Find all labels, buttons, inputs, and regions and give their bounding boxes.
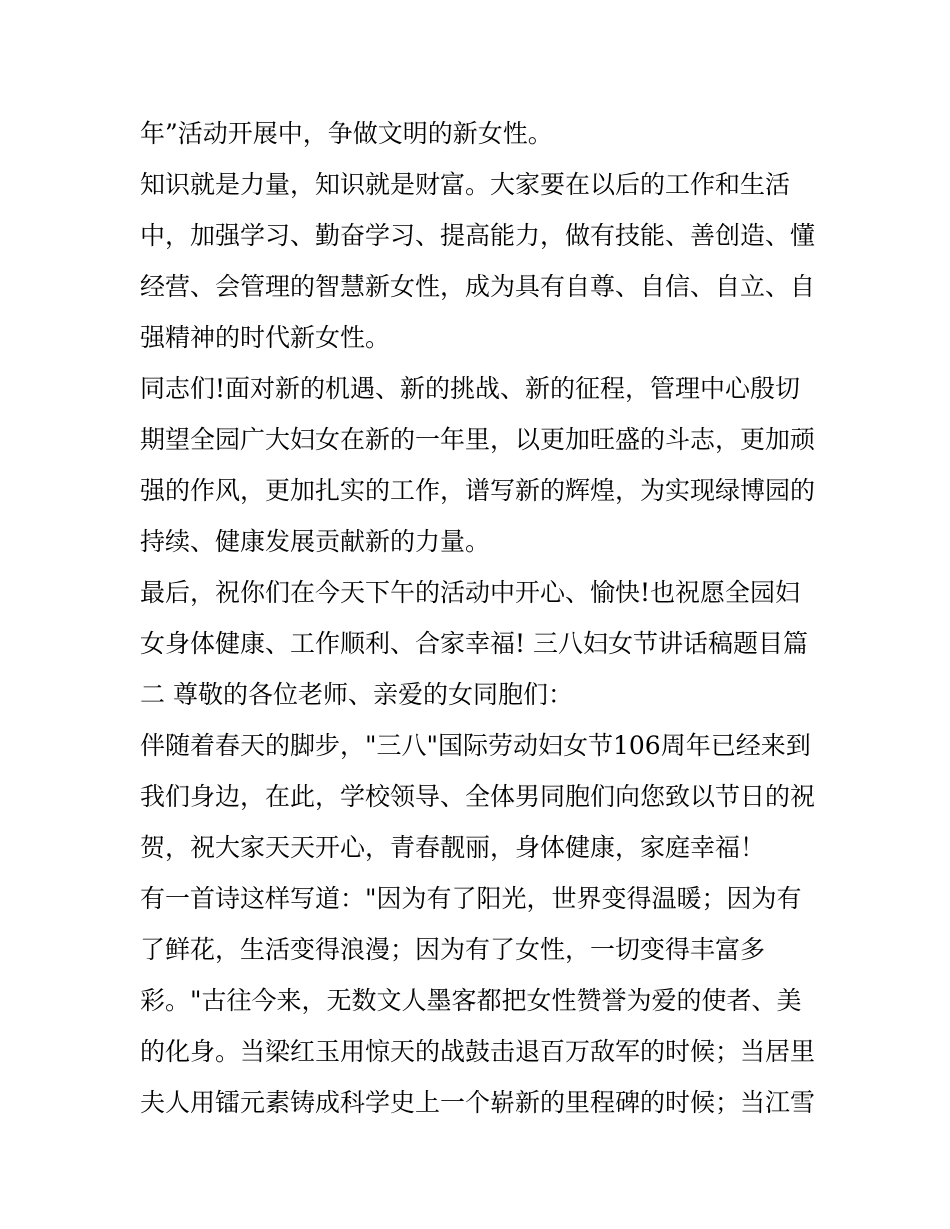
text-line: 女身体健康、工作顺利、合家幸福! 三八妇女节讲话稿题目篇 (140, 629, 808, 658)
text-line: 强精神的时代新女性。 (140, 323, 391, 352)
text-line: 夫人用镭元素铸成科学史上一个崭新的里程碑的时候；当江雪 (140, 1088, 816, 1117)
text-line: 有一首诗这样写道："因为有了阳光，世界变得温暖；因为有 (140, 884, 802, 913)
text-line: 贺，祝大家天天开心，青春靓丽，身体健康，家庭幸福！ (140, 833, 766, 862)
text-line: 持续、健康发展贡献新的力量。 (140, 527, 491, 556)
text-line: 彩。"古往今来，无数文人墨客都把女性赞誉为爱的使者、美 (140, 986, 802, 1015)
text-line: 二 尊敬的各位老师、亲爱的女同胞们： (140, 680, 573, 709)
text-line: 最后，祝你们在今天下午的活动中开心、愉快!也祝愿全园妇 (140, 578, 801, 607)
text-line: 伴随着春天的脚步，"三八"国际劳动妇女节106周年已经来到 (140, 731, 811, 760)
text-line: 中，加强学习、勤奋学习、提高能力，做有技能、善创造、懂 (140, 221, 816, 250)
text-line: 强的作风，更加扎实的工作，谱写新的辉煌，为实现绿博园的 (140, 476, 816, 505)
text-line: 我们身边，在此，学校领导、全体男同胞们向您致以节日的祝 (140, 782, 816, 811)
text-line: 经营、会管理的智慧新女性，成为具有自尊、自信、自立、自 (140, 272, 816, 301)
text-line: 的化身。当梁红玉用惊天的战鼓击退百万敌军的时候；当居里 (140, 1037, 816, 1066)
document-body (140, 108, 816, 1128)
text-line: 了鲜花，生活变得浪漫；因为有了女性，一切变得丰富多 (140, 935, 766, 964)
text-line: 期望全园广大妇女在新的一年里，以更加旺盛的斗志，更加顽 (140, 425, 816, 454)
text-line: 知识就是力量，知识就是财富。大家要在以后的工作和生活 (140, 170, 791, 199)
text-line: 年”活动开展中，争做文明的新女性。 (140, 119, 553, 148)
text-line: 同志们!面对新的机遇、新的挑战、新的征程，管理中心殷切 (140, 374, 801, 403)
